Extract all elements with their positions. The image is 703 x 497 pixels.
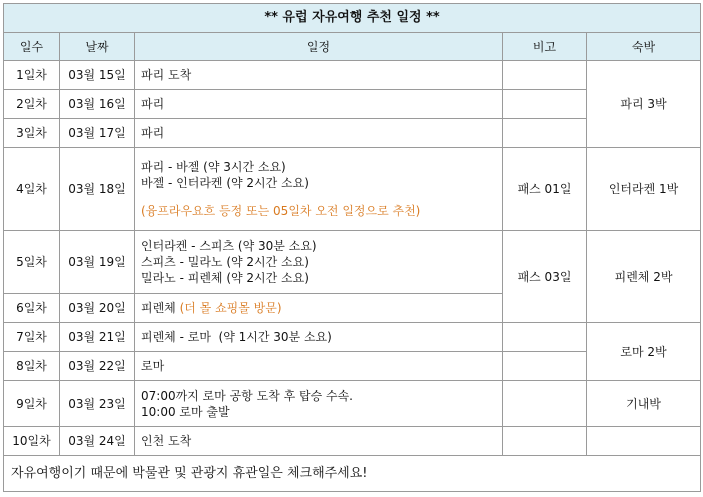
day-cell: 6일차: [4, 294, 60, 323]
remarks-cell: [503, 427, 587, 456]
plan-cell: 파리 도착: [135, 61, 503, 90]
plan-cell: 인천 도착: [135, 427, 503, 456]
date-cell: 03월 23일: [60, 381, 135, 427]
plan-note: (융프라우요흐 등정 또는 05일차 오전 일정으로 추천): [141, 204, 421, 218]
stay-cell-florence: 피렌체 2박: [587, 231, 701, 323]
plan-cell: [135, 231, 503, 294]
stay-cell-inflight: 기내박: [587, 381, 701, 427]
plan-cell: 파리: [135, 90, 503, 119]
plan-cell: 로마: [135, 352, 503, 381]
date-cell: 03월 16일: [60, 90, 135, 119]
date-cell: 03월 15일: [60, 61, 135, 90]
day-cell: 4일차: [4, 148, 60, 231]
itinerary-table: [3, 3, 701, 492]
day-cell: 9일차: [4, 381, 60, 427]
date-cell: 03월 20일: [60, 294, 135, 323]
day-cell: 7일차: [4, 323, 60, 352]
remarks-cell: [503, 381, 587, 427]
plan-line: 07:00까지 로마 공항 도착 후 탑승 수속.: [141, 388, 353, 403]
header-plan: 일정: [135, 33, 503, 61]
plan-cell: [135, 294, 503, 323]
plan-cell: [135, 148, 503, 231]
date-cell: 03월 17일: [60, 119, 135, 148]
plan-cell: 파리: [135, 119, 503, 148]
plan-line: 피렌체: [141, 301, 180, 315]
day-cell: 10일차: [4, 427, 60, 456]
footer-row: [4, 456, 701, 492]
table-row: [4, 427, 701, 456]
plan-line: 인터라켄 - 스피츠 (약 30분 소요): [141, 239, 317, 253]
remarks-cell: 패스 03일: [503, 231, 587, 323]
date-cell: 03월 18일: [60, 148, 135, 231]
remarks-cell: [503, 119, 587, 148]
table-row: [4, 381, 701, 427]
stay-cell-rome: 로마 2박: [587, 323, 701, 381]
plan-line: 파리 - 바젤 (약 3시간 소요): [141, 160, 286, 174]
table-title: ** 유럽 자유여행 추천 일정 **: [4, 4, 701, 33]
remarks-cell: [503, 352, 587, 381]
remarks-cell: [503, 61, 587, 90]
plan-line: 10:00 로마 출발: [141, 404, 230, 419]
day-cell: 2일차: [4, 90, 60, 119]
day-cell: 5일차: [4, 231, 60, 294]
header-stay: 숙박: [587, 33, 701, 61]
header-date: 날짜: [60, 33, 135, 61]
footer-note: 자유여행이기 때문에 박물관 및 관광지 휴관일은 체크해주세요!: [4, 456, 701, 492]
plan-cell: 피렌체 - 로마 (약 1시간 30분 소요): [135, 323, 503, 352]
day-cell: 8일차: [4, 352, 60, 381]
table-row: [4, 61, 701, 90]
remarks-cell: [503, 90, 587, 119]
header-row: [4, 33, 701, 61]
date-cell: 03월 24일: [60, 427, 135, 456]
date-cell: 03월 19일: [60, 231, 135, 294]
title-row: [4, 4, 701, 33]
day-cell: 1일차: [4, 61, 60, 90]
plan-line: 밀라노 - 피렌체 (약 2시간 소요): [141, 271, 309, 285]
date-cell: 03월 21일: [60, 323, 135, 352]
stay-cell: [587, 427, 701, 456]
stay-cell-paris: 파리 3박: [587, 61, 701, 148]
plan-note: (더 몰 쇼핑몰 방문): [179, 301, 282, 315]
date-cell: 03월 22일: [60, 352, 135, 381]
table-row: [4, 323, 701, 352]
stay-cell-interlaken: 인터라켄 1박: [587, 148, 701, 231]
remarks-cell: [503, 323, 587, 352]
remarks-cell: 패스 01일: [503, 148, 587, 231]
plan-line: 바젤 - 인터라켄 (약 2시간 소요): [141, 176, 309, 190]
header-remarks: 비고: [503, 33, 587, 61]
plan-line: 스피츠 - 밀라노 (약 2시간 소요): [141, 255, 309, 269]
header-day: 일수: [4, 33, 60, 61]
table-row: [4, 231, 701, 294]
table-row: [4, 148, 701, 231]
day-cell: 3일차: [4, 119, 60, 148]
plan-cell: [135, 381, 503, 427]
